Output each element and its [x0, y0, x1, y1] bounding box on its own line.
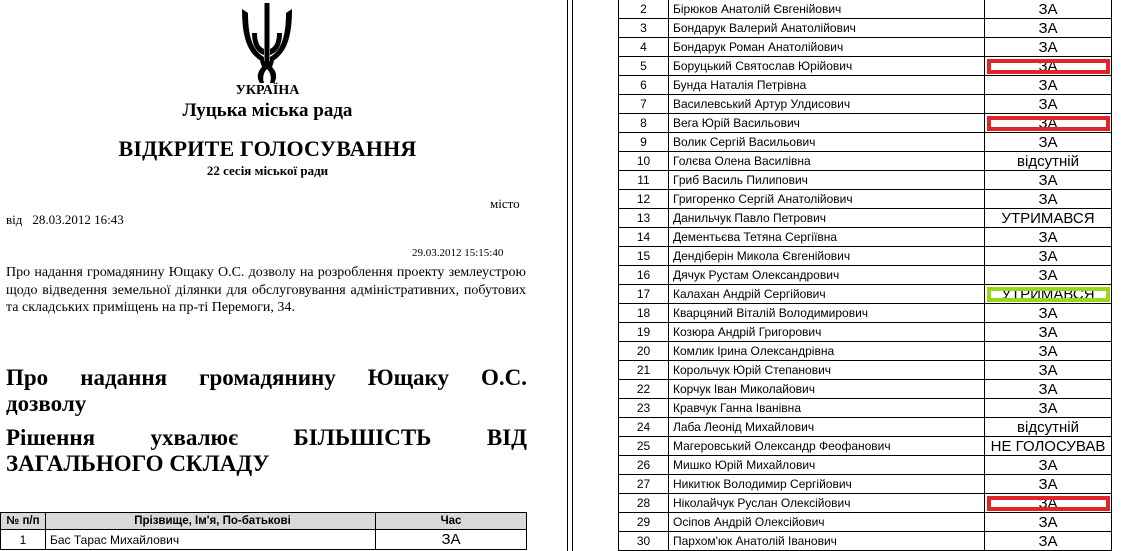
from-date: 28.03.2012 16:43 [32, 212, 124, 227]
row-num: 5 [619, 57, 669, 76]
table-row [619, 95, 1112, 114]
row-name: Мишко Юрій Михайлович [669, 456, 985, 475]
row-vote: ЗА [985, 0, 1112, 19]
header-num: № п/п [1, 513, 46, 530]
row-num: 14 [619, 228, 669, 247]
row-name: Боруцький Святослав Юрійович [669, 57, 985, 76]
row-num: 3 [619, 19, 669, 38]
row-vote: НЕ ГОЛОСУВАВ [985, 437, 1112, 456]
row-vote: ЗА [985, 190, 1112, 209]
row-num: 8 [619, 114, 669, 133]
row-name: Комлик Ірина Олександрівна [669, 342, 985, 361]
row-vote: ЗА [985, 228, 1112, 247]
row-vote: ЗА [985, 380, 1112, 399]
row-vote: ЗА [985, 114, 1112, 133]
row-num: 12 [619, 190, 669, 209]
row-num: 7 [619, 95, 669, 114]
row-name: Дементьєва Тетяна Сергіївна [669, 228, 985, 247]
row-num: 13 [619, 209, 669, 228]
right-document-page [573, 0, 1138, 551]
row-vote: ЗА [985, 361, 1112, 380]
row-num: 16 [619, 266, 669, 285]
table-row [619, 57, 1112, 76]
decision-text [6, 425, 527, 477]
row-name: Василевський Артур Улдисович [669, 95, 985, 114]
table-row [619, 190, 1112, 209]
table-row [619, 19, 1112, 38]
row-name: Кравчук Ганна Іванівна [669, 399, 985, 418]
row-vote: ЗА [985, 247, 1112, 266]
row-name: Ніколайчук Руслан Олексійович [669, 494, 985, 513]
table-row [619, 456, 1112, 475]
session-label: 22 сесія міської ради [206, 163, 329, 178]
row-vote: ЗА [985, 342, 1112, 361]
row-name: Дендіберін Микола Євгенійович [669, 247, 985, 266]
row-vote: УТРИМАВСЯ [985, 209, 1112, 228]
row-num: 15 [619, 247, 669, 266]
decision-line-1: Рішення ухвалює БІЛЬШІСТЬ ВІД [6, 425, 527, 450]
decision-line-2: ЗАГАЛЬНОГО СКЛАДУ [6, 451, 270, 476]
row-vote: ЗА [985, 266, 1112, 285]
row-name: Козюра Андрій Григорович [669, 323, 985, 342]
row-vote: ЗА [985, 133, 1112, 152]
table-row [619, 532, 1112, 551]
row-name: Вега Юрій Васильович [669, 114, 985, 133]
row-num: 20 [619, 342, 669, 361]
row-num: 29 [619, 513, 669, 532]
row-name: Бондарук Валерий Анатолійович [669, 19, 985, 38]
row-vote: ЗА [985, 76, 1112, 95]
table-row [619, 361, 1112, 380]
table-row [619, 475, 1112, 494]
table-row [619, 513, 1112, 532]
city-word: місто [490, 196, 520, 211]
row-num: 22 [619, 380, 669, 399]
row-vote: ЗА [985, 532, 1112, 551]
row-vote: ЗА [985, 513, 1112, 532]
row-num: 1 [1, 530, 46, 550]
row-num: 17 [619, 285, 669, 304]
table-row [619, 228, 1112, 247]
table-row [1, 530, 527, 550]
table-row [619, 399, 1112, 418]
row-name: Корольчук Юрій Степанович [669, 361, 985, 380]
row-name: Никитюк Володимир Сергійович [669, 475, 985, 494]
table-row [619, 152, 1112, 171]
row-vote: ЗА [985, 304, 1112, 323]
table-row [619, 247, 1112, 266]
row-vote: УТРИМАВСЯ [985, 285, 1112, 304]
trident-emblem-icon [238, 3, 296, 83]
row-vote: ЗА [985, 456, 1112, 475]
table-row [619, 0, 1112, 19]
row-name: Бас Тарас Михайлович [46, 530, 376, 550]
table-row [619, 285, 1112, 304]
table-row [619, 133, 1112, 152]
row-num: 27 [619, 475, 669, 494]
row-vote: ЗА [985, 38, 1112, 57]
header-vote: Час [376, 513, 527, 530]
row-name: Лаба Леонід Михайлович [669, 418, 985, 437]
table-row [619, 342, 1112, 361]
row-name: Бондарук Роман Анатолійович [669, 38, 985, 57]
from-label: від [6, 212, 23, 227]
from-date-line [6, 212, 134, 228]
table-row [619, 437, 1112, 456]
row-vote: ЗА [985, 95, 1112, 114]
row-num: 23 [619, 399, 669, 418]
question-title-line-1: Про надання громадянину Ющаку О.С. [6, 365, 527, 390]
row-num: 24 [619, 418, 669, 437]
table-row [619, 418, 1112, 437]
row-name: Корчук Іван Миколайович [669, 380, 985, 399]
row-name: Гриб Василь Пилипович [669, 171, 985, 190]
row-num: 6 [619, 76, 669, 95]
country-name: УКРАЇНА [235, 83, 300, 98]
table-row [619, 209, 1112, 228]
vote-type-heading: ВІДКРИТЕ ГОЛОСУВАННЯ [118, 136, 417, 161]
row-num: 10 [619, 152, 669, 171]
row-num: 21 [619, 361, 669, 380]
row-vote: ЗА [985, 323, 1112, 342]
table-row [619, 171, 1112, 190]
row-num: 11 [619, 171, 669, 190]
row-name: Калахан Андрій Сергійович [669, 285, 985, 304]
row-num: 28 [619, 494, 669, 513]
row-vote: ЗА [985, 475, 1112, 494]
row-name: Пархом'юк Анатолій Іванович [669, 532, 985, 551]
row-vote: ЗА [376, 530, 527, 550]
header-name: Прізвище, Ім'я, По-батькові [46, 513, 376, 530]
table-row [619, 380, 1112, 399]
row-vote: відсутній [985, 418, 1112, 437]
council-name: Луцька міська рада [182, 100, 353, 121]
row-vote: ЗА [985, 171, 1112, 190]
row-vote: ЗА [985, 399, 1112, 418]
row-name: Голєва Олена Василівна [669, 152, 985, 171]
row-num: 18 [619, 304, 669, 323]
table-row [619, 304, 1112, 323]
table-header-row [1, 513, 527, 530]
row-vote: ЗА [985, 19, 1112, 38]
row-num: 30 [619, 532, 669, 551]
question-description: Про надання громадянину Ющаку О.С. дозволу на розроблення проекту землеустрою щодо відведення земельної ділянки для обслуговування адміністративних, побутових та складських приміщень на пр-ті Перемоги, 34. [6, 265, 526, 315]
table-row [619, 266, 1112, 285]
left-document-page [0, 0, 568, 551]
row-name: Кварцяний Віталій Володимирович [669, 304, 985, 323]
row-name: Дячук Рустам Олександрович [669, 266, 985, 285]
question-title-line-2: дозволу [6, 391, 87, 416]
votes-table-continued [618, 0, 1112, 551]
row-name: Григоренко Сергій Анатолійович [669, 190, 985, 209]
row-num: 26 [619, 456, 669, 475]
row-name: Данильчук Павло Петрович [669, 209, 985, 228]
row-name: Магеровський Олександр Феофанович [669, 437, 985, 456]
table-row [619, 494, 1112, 513]
table-row [619, 323, 1112, 342]
row-name: Осіпов Андрій Олексійович [669, 513, 985, 532]
row-name: Бунда Наталія Петрівна [669, 76, 985, 95]
row-name: Волик Сергій Васильович [669, 133, 985, 152]
table-row [619, 114, 1112, 133]
table-row [619, 76, 1112, 95]
print-timestamp: 29.03.2012 15:15:40 [412, 247, 504, 259]
row-num: 9 [619, 133, 669, 152]
question-title [6, 365, 527, 417]
row-num: 2 [619, 0, 669, 19]
row-name: Бірюков Анатолій Євгенійович [669, 0, 985, 19]
votes-table-start [0, 512, 527, 550]
row-vote: відсутній [985, 152, 1112, 171]
table-row [619, 38, 1112, 57]
row-num: 4 [619, 38, 669, 57]
row-vote: ЗА [985, 57, 1112, 76]
row-num: 25 [619, 437, 669, 456]
row-vote: ЗА [985, 494, 1112, 513]
row-num: 19 [619, 323, 669, 342]
